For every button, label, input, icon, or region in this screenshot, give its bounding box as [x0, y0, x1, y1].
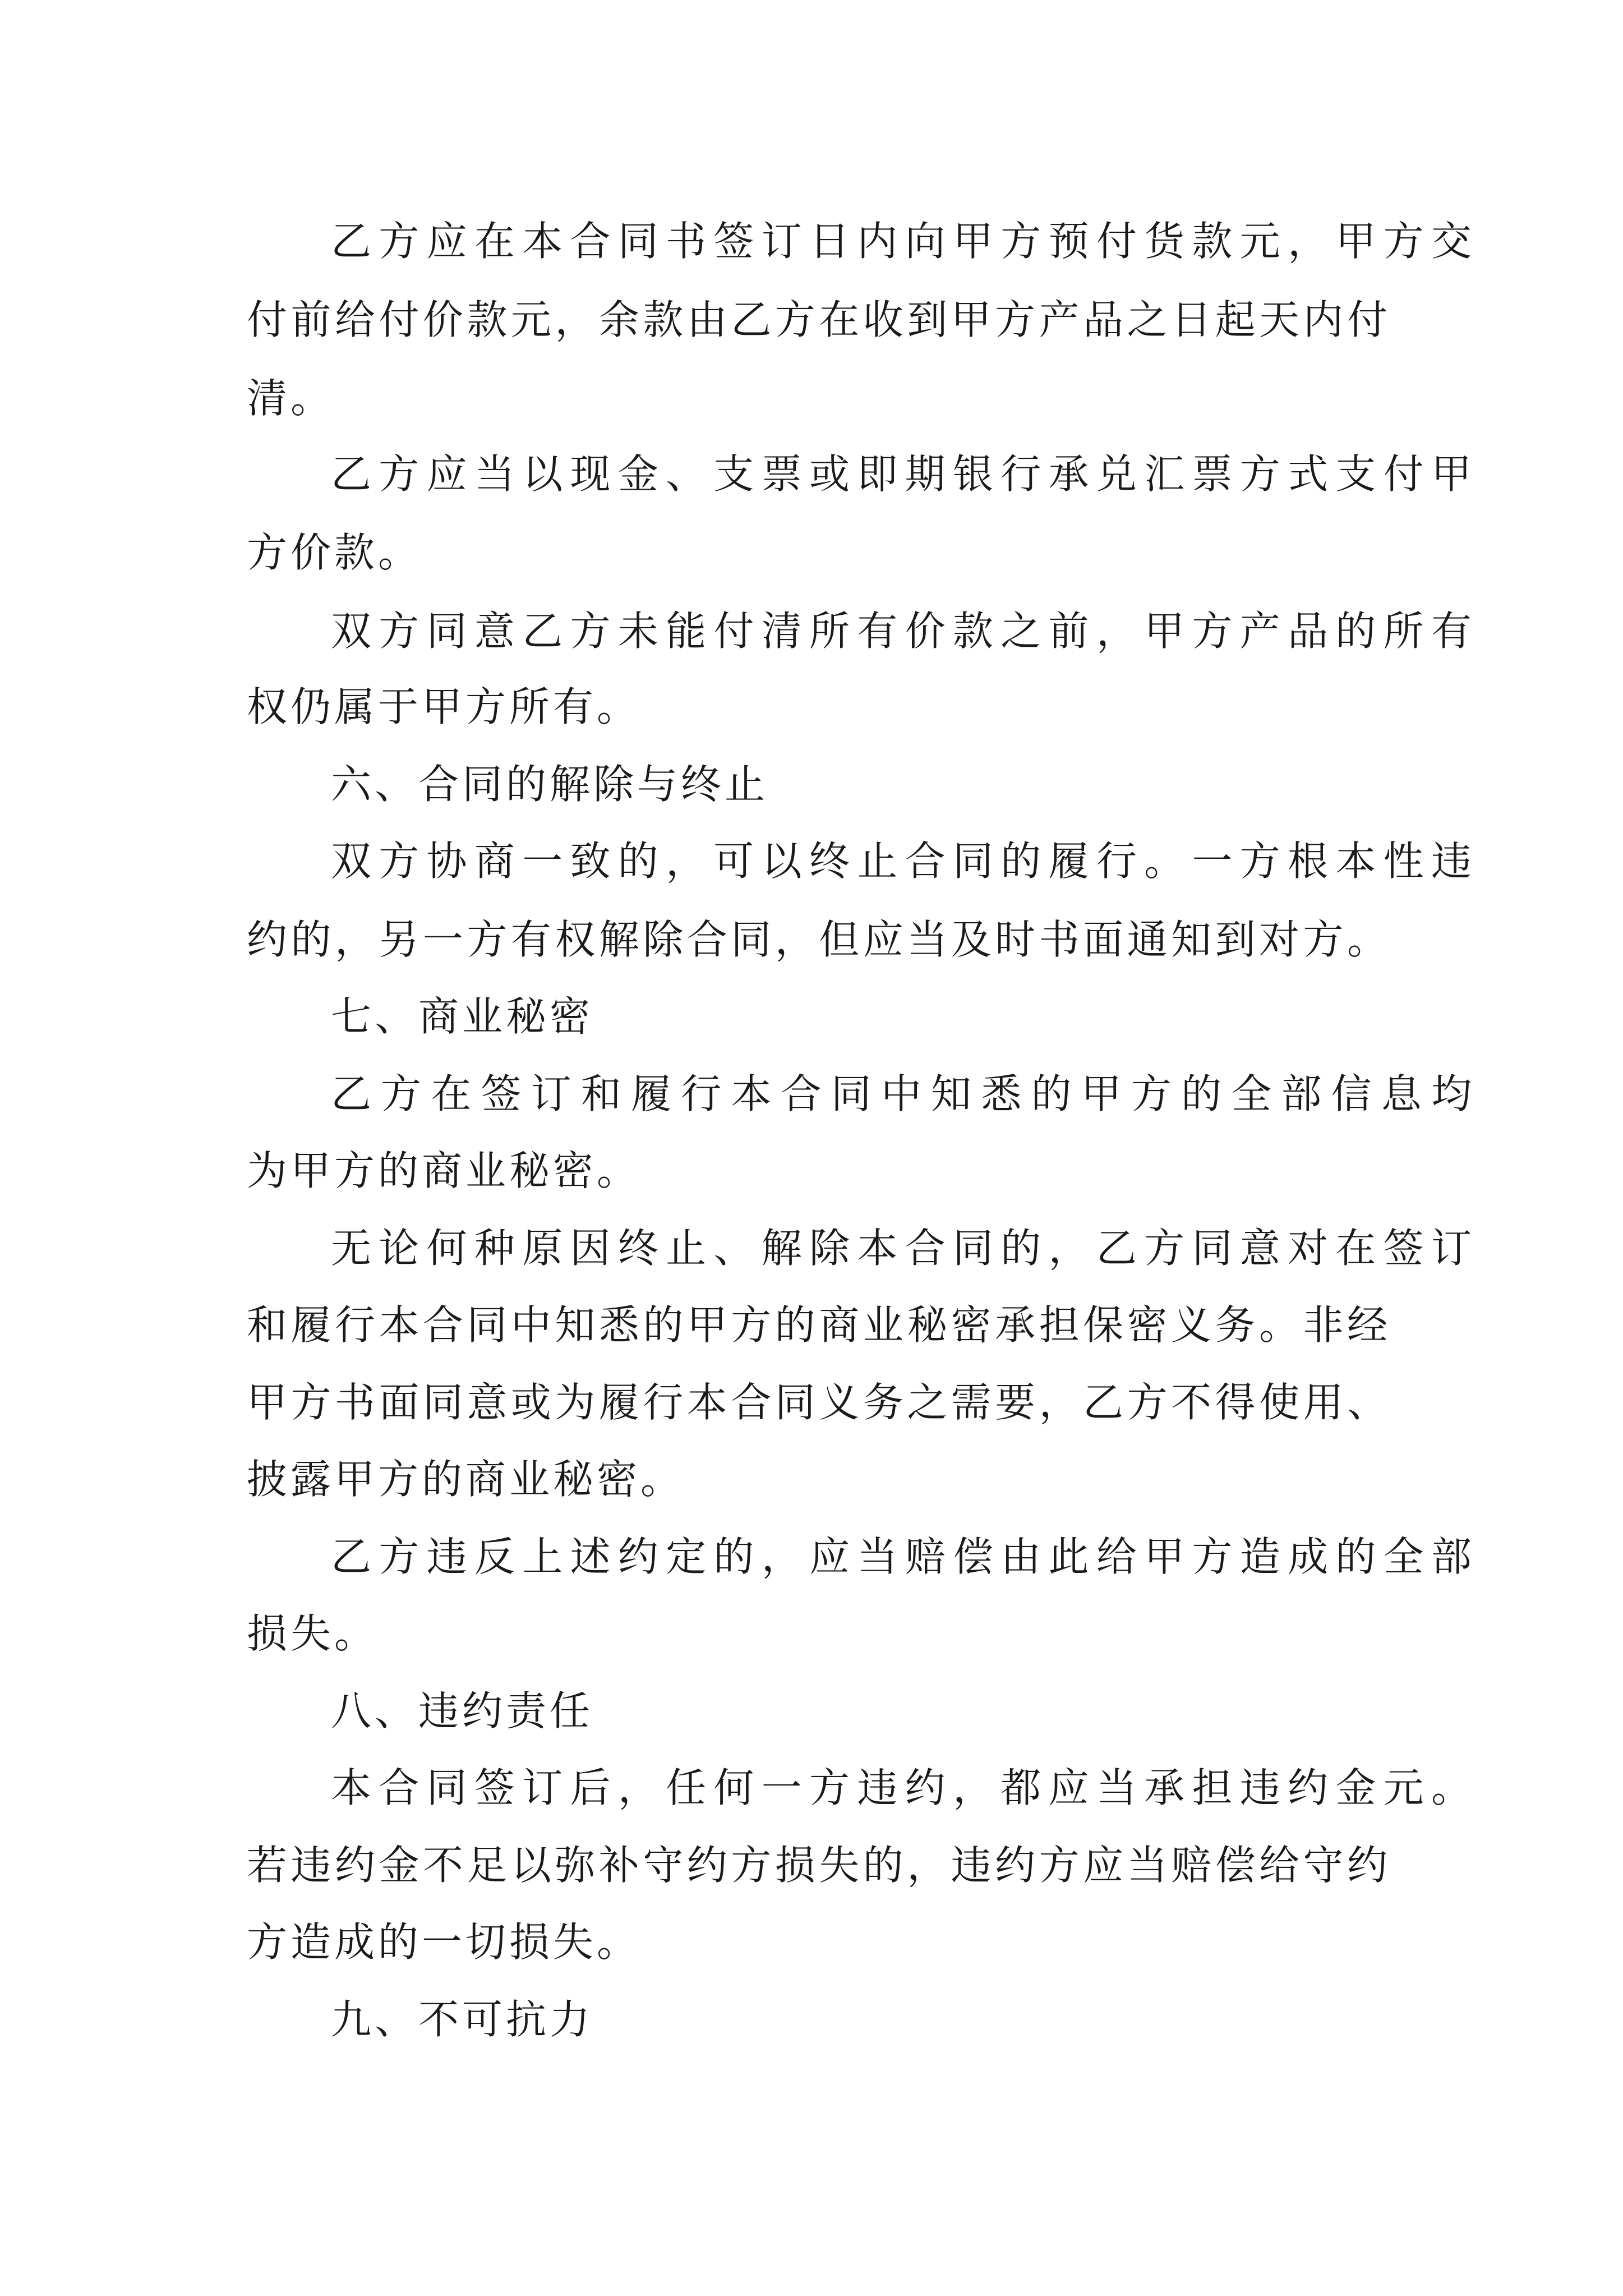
text-line: 乙方在签订和履行本合同中知悉的甲方的全部信息均	[331, 1070, 1475, 1117]
text-line: 为甲方的商业秘密。	[247, 1147, 641, 1194]
text-line: 披露甲方的商业秘密。	[247, 1456, 685, 1503]
section-heading: 九、不可抗力	[331, 1996, 594, 2043]
section-heading: 七、商业秘密	[331, 993, 594, 1040]
text-line: 乙方应在本合同书签订日内向甲方预付货款元，甲方交	[331, 218, 1475, 265]
text-line: 约的，另一方有权解除合同，但应当及时书面通知到对方。	[247, 916, 1391, 963]
text-line: 乙方违反上述约定的，应当赔偿由此给甲方造成的全部	[331, 1533, 1475, 1580]
text-line: 方价款。	[247, 529, 422, 576]
section-heading: 六、合同的解除与终止	[331, 761, 769, 808]
text-line: 清。	[247, 375, 335, 422]
text-line: 权仍属于甲方所有。	[247, 683, 641, 730]
text-line: 甲方书面同意或为履行本合同义务之需要，乙方不得使用、	[247, 1379, 1391, 1426]
text-line: 付前给付价款元，余款由乙方在收到甲方产品之日起天内付	[247, 296, 1391, 343]
text-line: 双方协商一致的，可以终止合同的履行。一方根本性违	[331, 838, 1475, 885]
text-line: 方造成的一切损失。	[247, 1918, 641, 1966]
section-heading: 八、违约责任	[331, 1687, 594, 1734]
text-line: 损失。	[247, 1610, 379, 1657]
text-line: 乙方应当以现金、支票或即期银行承兑汇票方式支付甲	[331, 450, 1475, 498]
text-line: 无论何种原因终止、解除本合同的，乙方同意对在签订	[331, 1225, 1475, 1272]
text-line: 若违约金不足以弥补守约方损失的，违约方应当赔偿给守约	[247, 1842, 1391, 1889]
text-line: 和履行本合同中知悉的甲方的商业秘密承担保密义务。非经	[247, 1301, 1391, 1349]
text-line: 双方同意乙方未能付清所有价款之前，甲方产品的所有	[331, 608, 1475, 655]
text-line: 本合同签订后，任何一方违约，都应当承担违约金元。	[331, 1764, 1475, 1811]
